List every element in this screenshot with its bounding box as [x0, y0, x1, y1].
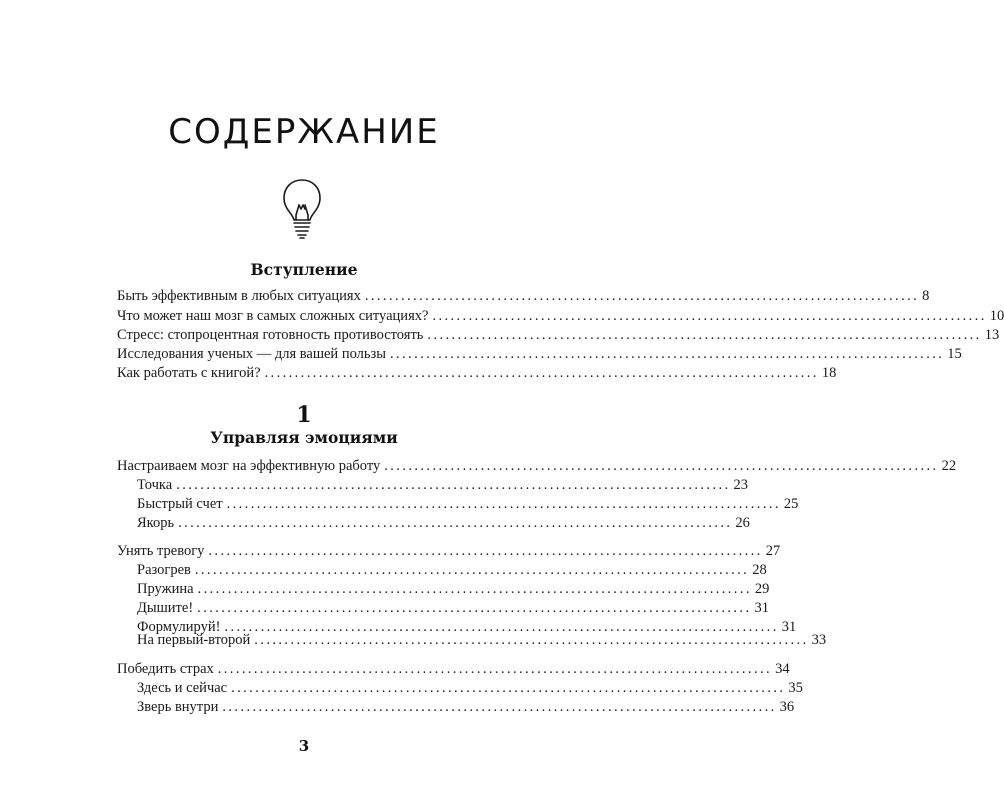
toc-subentry-page: 26 — [735, 515, 750, 531]
toc-entry-page: 10 — [989, 308, 1004, 324]
toc-subentry[interactable] — [137, 630, 827, 650]
chapter-number: 1 — [296, 402, 312, 428]
toc-entry-label: Как работать с книгой? — [117, 365, 261, 381]
toc-entry[interactable] — [117, 286, 930, 306]
toc-entry[interactable] — [117, 325, 1000, 345]
toc-subentry-page: 33 — [811, 632, 827, 648]
toc-entry-label: Унять тревогу — [117, 543, 205, 559]
page-title: СОДЕРЖАНИЕ — [168, 112, 440, 152]
toc-entry[interactable] — [117, 306, 1004, 326]
toc-subentry-page: 31 — [781, 619, 797, 635]
dot-leader: ............................................................................................ — [208, 543, 763, 559]
dot-leader: ............................................................................................ — [197, 581, 752, 597]
toc-subentry[interactable] — [137, 475, 749, 495]
dot-leader: ............................................................................................ — [224, 619, 779, 635]
toc-subentry-label: Якорь — [137, 515, 175, 531]
toc-subentry-label: Формулируй! — [137, 619, 221, 635]
dot-leader: ............................................................................................ — [222, 699, 777, 715]
dot-leader: ............................................................................................ — [432, 308, 987, 324]
intro-heading: Вступление — [250, 260, 358, 279]
toc-subentry-label: Здесь и сейчас — [137, 680, 228, 696]
toc-entry-page: 34 — [775, 661, 790, 677]
toc-subentry-page: 29 — [754, 581, 770, 597]
toc-subentry-label: Дышите! — [137, 600, 194, 616]
toc-entry-page: 15 — [947, 346, 962, 362]
toc-subentry[interactable] — [137, 697, 795, 717]
dot-leader: ............................................................................................ — [178, 515, 733, 531]
lightbulb-icon — [274, 176, 330, 242]
dot-leader: ............................................................................................ — [226, 496, 781, 512]
dot-leader: ............................................................................................ — [197, 600, 752, 616]
toc-subentry-page: 31 — [754, 600, 769, 616]
toc-subentry[interactable] — [137, 494, 799, 514]
toc-entry-label: Стресс: стопроцентная готовность противостоять — [117, 327, 424, 343]
toc-entry[interactable] — [117, 659, 790, 679]
toc-entry[interactable] — [117, 541, 781, 561]
dot-leader: ............................................................................................ — [217, 661, 773, 677]
toc-subentry-page: 25 — [783, 496, 799, 512]
toc-subentry-label: Зверь внутри — [137, 699, 219, 715]
toc-subentry-page: 36 — [779, 699, 795, 715]
toc-subentry-label: Пружина — [137, 581, 194, 597]
toc-subentry-page: 28 — [752, 562, 767, 578]
toc-entry-page: 13 — [984, 327, 1000, 343]
toc-subentry[interactable] — [137, 513, 750, 533]
dot-leader: ............................................................................................ — [364, 288, 920, 304]
toc-subentry[interactable] — [137, 598, 769, 618]
dot-leader: ............................................................................................ — [427, 327, 982, 343]
toc-entry-label: Что может наш мозг в самых сложных ситуациях? — [117, 308, 429, 324]
toc-entry-page: 22 — [941, 458, 957, 474]
toc-entry-page: 8 — [922, 288, 930, 304]
toc-subentry-page: 35 — [788, 680, 803, 696]
toc-subentry[interactable] — [137, 560, 767, 580]
toc-subentry-page: 23 — [733, 477, 749, 493]
toc-subentry[interactable] — [137, 579, 770, 599]
dot-leader: ............................................................................................ — [264, 365, 819, 381]
toc-subentry-label: На первый-второй — [137, 632, 251, 648]
dot-leader: ............................................................................................ — [384, 458, 939, 474]
toc-entry[interactable] — [117, 363, 837, 383]
toc-entry-label: Исследования ученых — для вашей пользы — [117, 346, 386, 362]
toc-entry[interactable] — [117, 456, 957, 476]
page-number: 3 — [298, 737, 310, 755]
dot-leader: ............................................................................................ — [194, 562, 750, 578]
chapter-heading: Управляя эмоциями — [210, 428, 398, 447]
toc-entry[interactable] — [117, 344, 962, 364]
dot-leader: ............................................................................................ — [389, 346, 945, 362]
dot-leader: ............................................................................................ — [176, 477, 731, 493]
dot-leader: ............................................................................................ — [231, 680, 786, 696]
toc-subentry[interactable] — [137, 678, 803, 698]
toc-subentry-label: Разогрев — [137, 562, 191, 578]
dot-leader: ............................................................................................ — [254, 632, 809, 648]
toc-subentry-label: Точка — [137, 477, 173, 493]
toc-entry-label: Победить страх — [117, 661, 214, 677]
toc-entry-label: Быть эффективным в любых ситуациях — [117, 288, 361, 304]
toc-subentry-label: Быстрый счет — [137, 496, 223, 512]
toc-entry-label: Настраиваем мозг на эффективную работу — [117, 458, 381, 474]
toc-entry-page: 18 — [821, 365, 837, 381]
toc-entry-page: 27 — [765, 543, 781, 559]
